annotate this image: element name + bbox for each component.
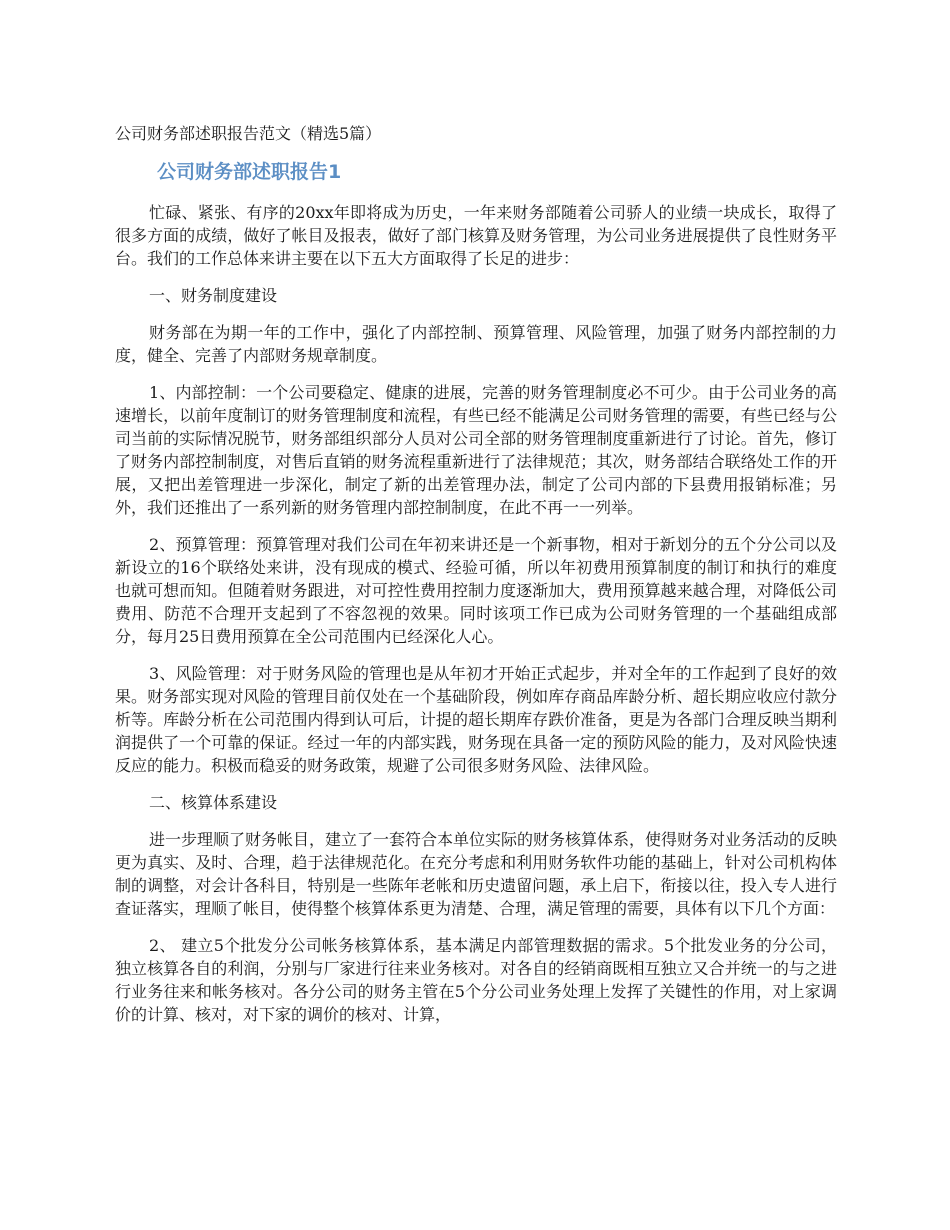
paragraph-accounting-system: 进一步理顺了财务帐目，建立了一套符合本单位实际的财务核算体系，使得财务对业务活动的反映更为真实、及时、合理，趋于法律规范化。在充分考虑和利用财务软件功能的基础上，针对公司机构体制的调整，对会计各科目，特别是一些陈年老帐和历史遗留问题，承上启下，衔接以往，投入专人进行查证落实，理顺了帐目，使得整个核算体系更为清楚、合理，满足管理的需要，具体有以下几个方面：	[115, 830, 838, 918]
subheading-finance-system: 一、财务制度建设	[149, 286, 278, 305]
paragraph-branch-accounting: 2、 建立5个批发分公司帐务核算体系，基本满足内部管理数据的需求。5个批发业务的分公司，独立核算各自的利润，分别与厂家进行往来业务核对。对各自的经销商既相互独立又合并统一的与之进行业务往来和帐务核对。各分公司的财务主管在5个分公司业务处理上发挥了关键性的作用，对上家调价的计算、核对，对下家的调价的核对、计算，	[115, 936, 837, 1024]
paragraph-intro: 忙碌、紧张、有序的20xx年即将成为历史，一年来财务部随着公司骄人的业绩一块成长，取得了很多方面的成绩，做好了帐目及报表，做好了部门核算及财务管理，为公司业务进展提供了良性财务平台。我们的工作总体来讲主要在以下五大方面取得了长足的进步：	[115, 203, 837, 268]
section-heading: 公司财务部述职报告1	[157, 161, 342, 183]
paragraph-finance-system: 财务部在为期一年的工作中，强化了内部控制、预算管理、风险管理，加强了财务内部控制的力度，健全、完善了内部财务规章制度。	[115, 323, 837, 365]
paragraph-risk-management: 3、风险管理：对于财务风险的管理也是从年初才开始正式起步，并对全年的工作起到了良好的效果。财务部实现对风险的管理目前仅处在一个基础阶段，例如库存商品库龄分析、超长期应收应付款分析等。库龄分析在公司范围内得到认可后，计提的超长期库存跌价准备，更是为各部门合理反映当期利润提供了一个可靠的保证。经过一年的内部实践，财务现在具备一定的预防风险的能力，及对风险快速反应的能力。积极而稳妥的财务政策，规避了公司很多财务风险、法律风险。	[115, 664, 837, 775]
paragraph-budget-management: 2、预算管理：预算管理对我们公司在年初来讲还是一个新事物，相对于新划分的五个分公司以及新设立的16个联络处来讲，没有现成的模式、经验可循，所以年初费用预算制度的制订和执行的难度也就可想而知。但随着财务跟进，对可控性费用控制力度逐渐加大，费用预算越来越合理，对降低公司费用、防范不合理开支起到了不容忽视的效果。同时该项工作已成为公司财务管理的一个基础组成部分，每月25日费用预算在全公司范围内已经深化人心。	[115, 535, 837, 646]
document-title: 公司财务部述职报告范文（精选5篇）	[115, 124, 382, 143]
subheading-accounting-system: 二、核算体系建设	[149, 793, 278, 812]
paragraph-internal-control: 1、内部控制：一个公司要稳定、健康的进展，完善的财务管理制度必不可少。由于公司业务的高速增长，以前年度制订的财务管理制度和流程，有些已经不能满足公司财务管理的需要，有些已经与公司当前的实际情况脱节，财务部组织部分人员对公司全部的财务管理制度重新进行了讨论。首先，修订了财务内部控制制度，对售后直销的财务流程重新进行了法律规范；其次，财务部结合联络处工作的开展，又把出差管理进一步深化，制定了新的出差管理办法，制定了公司内部的下县费用报销标准；另外，我们还推出了一系列新的财务管理内部控制制度，在此不再一一列举。	[115, 383, 837, 517]
document-body	[115, 122, 837, 1040]
